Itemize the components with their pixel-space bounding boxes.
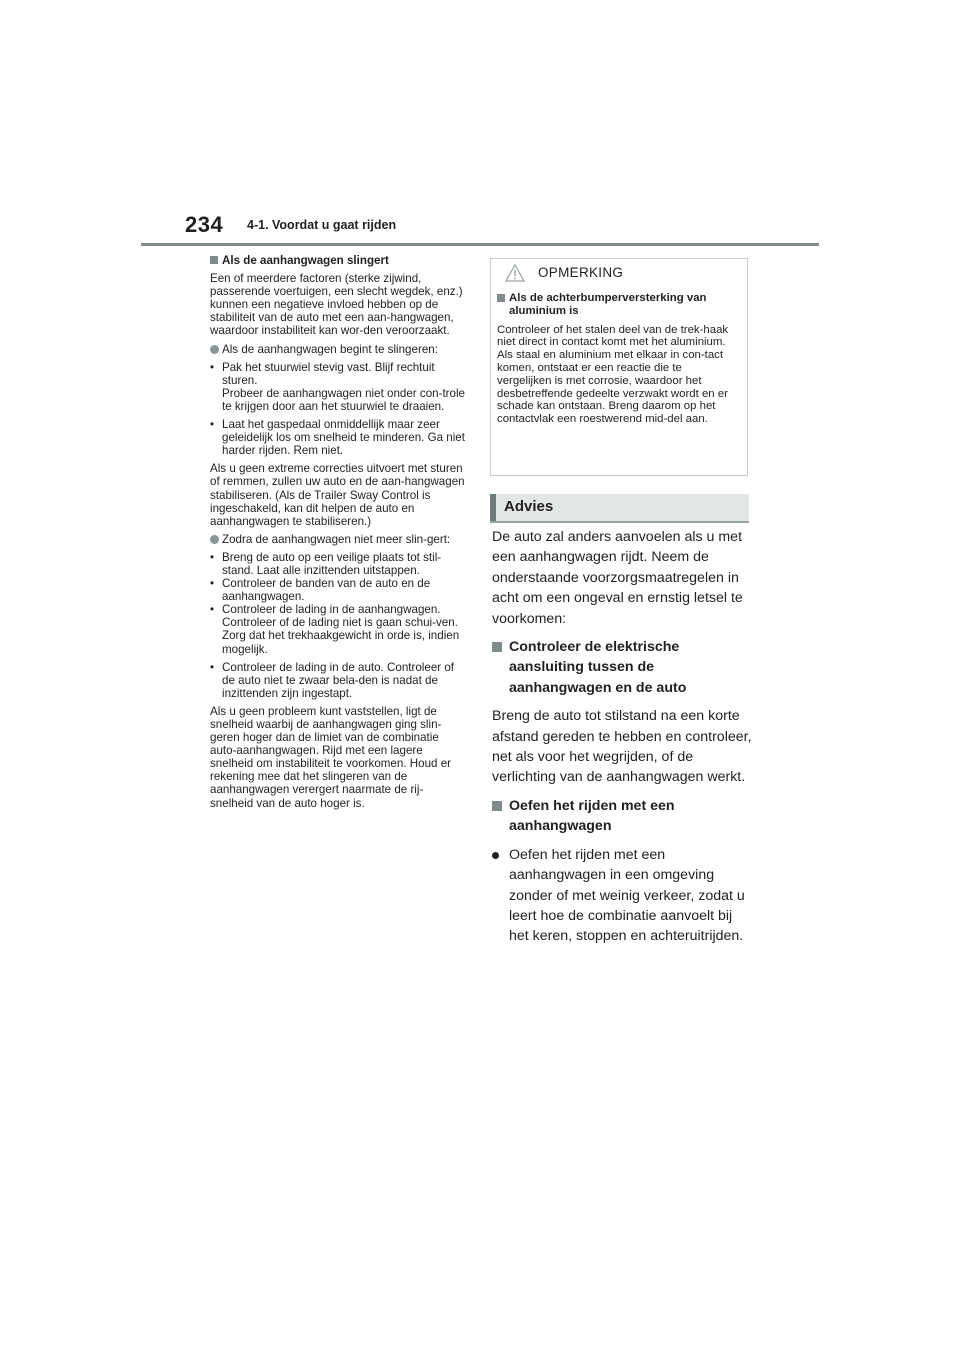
page-number: 234 [185, 212, 224, 237]
note-text-1: Controleer of het stalen deel van de trek-haak niet direct in contact komt met het aluminium. [497, 323, 729, 349]
left-bullet-2: Zodra de aanhangwagen niet meer slin-gert: [210, 533, 466, 546]
note-header [491, 259, 747, 287]
square-bullet-icon [497, 294, 505, 302]
warning-triangle-icon [505, 264, 525, 282]
right-heading-1: Controleer de elektrische aansluiting tussen de aanhangwagen en de auto [492, 637, 754, 698]
right-intro: De auto zal anders aanvoelen als u met een aanhangwagen rijdt. Neem de onderstaande voorzorgsmaatregelen in acht om een ongeval en ernstig letsel te voorkomen: [492, 529, 743, 627]
left-bullet-1-list [210, 361, 466, 458]
list-item: • Pak het stuurwiel stevig vast. Blijf rechtuit sturen. [210, 360, 435, 387]
note-box [490, 258, 748, 476]
advies-title: Advies [504, 498, 554, 515]
list-item: • Laat het gaspedaal onmiddellijk maar zeer geleidelijk los om snelheid te minderen. Ga niet harder rijden. Rem niet. [210, 418, 465, 458]
left-bullet-2-list [210, 551, 466, 700]
list-item: • Controleer de banden van de auto en de aanhangwagen. [210, 577, 431, 604]
square-bullet-icon [492, 801, 502, 811]
circle-bullet-icon [210, 535, 219, 544]
note-body [497, 292, 737, 426]
right-body-1: Breng de auto tot stilstand na een korte afstand gereden te hebben en controleer, net als voor het wegrijden, of de verlichting van de aanhangwagen werkt. [492, 708, 752, 786]
square-bullet-icon [492, 642, 502, 652]
header-rule [141, 243, 819, 246]
left-heading: Als de aanhangwagen slingert [210, 254, 466, 267]
right-bullet-1: Oefen het rijden met een aanhangwagen in een omgeving zonder of met weinig verkeer, zodat u leert hoe de combinatie aanvoelt bij het keren, stoppen en achteruitrijden. [492, 845, 754, 947]
list-item-sub: Zorg dat het trekhaakgewicht in orde is, indien mogelijk. [222, 629, 460, 656]
left-paragraph-2: Als u geen extreme correcties uitvoert met sturen of remmen, zullen uw auto en de aan-hangwagen stabiliseren. (Als de Trailer Sway Control is ingeschakeld, kan dit helpen de auto en aanhangwagen te stabiliseren.) [210, 462, 465, 528]
circle-bullet-icon [210, 345, 219, 354]
note-title: OPMERKING [538, 265, 624, 280]
advies-banner [490, 494, 749, 523]
list-item-sub: Probeer de aanhangwagen niet onder con-trole te krijgen door aan het stuurwiel te draaien. [222, 386, 465, 413]
left-bullet-1: Als de aanhangwagen begint te slingeren: [210, 343, 466, 356]
list-item: • Controleer de lading in de auto. Controleer of de auto niet te zwaar bela-den is nadat de inzittenden zijn ingestapt. [210, 660, 455, 700]
right-column [492, 527, 754, 947]
note-heading: Als de achterbumperversterking van aluminium is [497, 292, 737, 318]
list-item: • Breng de auto op een veilige plaats tot stil-stand. Laat alle inzittenden uitstappen. [210, 550, 442, 577]
list-item: • Controleer de lading in de aanhangwagen. Controleer of de lading niet is gaan schui-ven. [210, 603, 458, 630]
left-intro: Een of meerdere factoren (sterke zijwind, passerende voertuigen, een slecht wegdek, enz.) kunnen een negatieve invloed hebben op de stabiliteit van de auto met een aan-hangwagen, waardoor instabiliteit kan wor-den veroorzaakt. [210, 272, 463, 338]
advies-accent-bar [490, 494, 496, 521]
left-column [210, 254, 466, 815]
square-bullet-icon [210, 256, 218, 264]
note-text-2: Als staal en aluminium met elkaar in con-tact komen, ontstaat er een reactie die te vergelijken is met corrosie, waardoor het desbetreffende gedeelte verzwakt wordt en er schade kan ontstaan. Breng daarom op het contactvlak een roestwerend mid-del aan. [497, 349, 728, 426]
section-title: 4-1. Voordat u gaat rijden [247, 218, 397, 232]
bullet-dot-icon [492, 852, 499, 859]
left-paragraph-3: Als u geen probleem kunt vaststellen, ligt de snelheid waarbij de aanhangwagen ging slin-geren hoger dan de limiet van de combinatie auto-aanhangwagen. Rijd met een lagere snelheid om instabiliteit te voorkomen. Houd er rekening mee dat het slingeren van de aanhangwagen verergert naarmate de rij-snelheid van de auto hoger is. [210, 704, 452, 810]
right-heading-2: Oefen het rijden met een aanhangwagen [492, 796, 754, 837]
